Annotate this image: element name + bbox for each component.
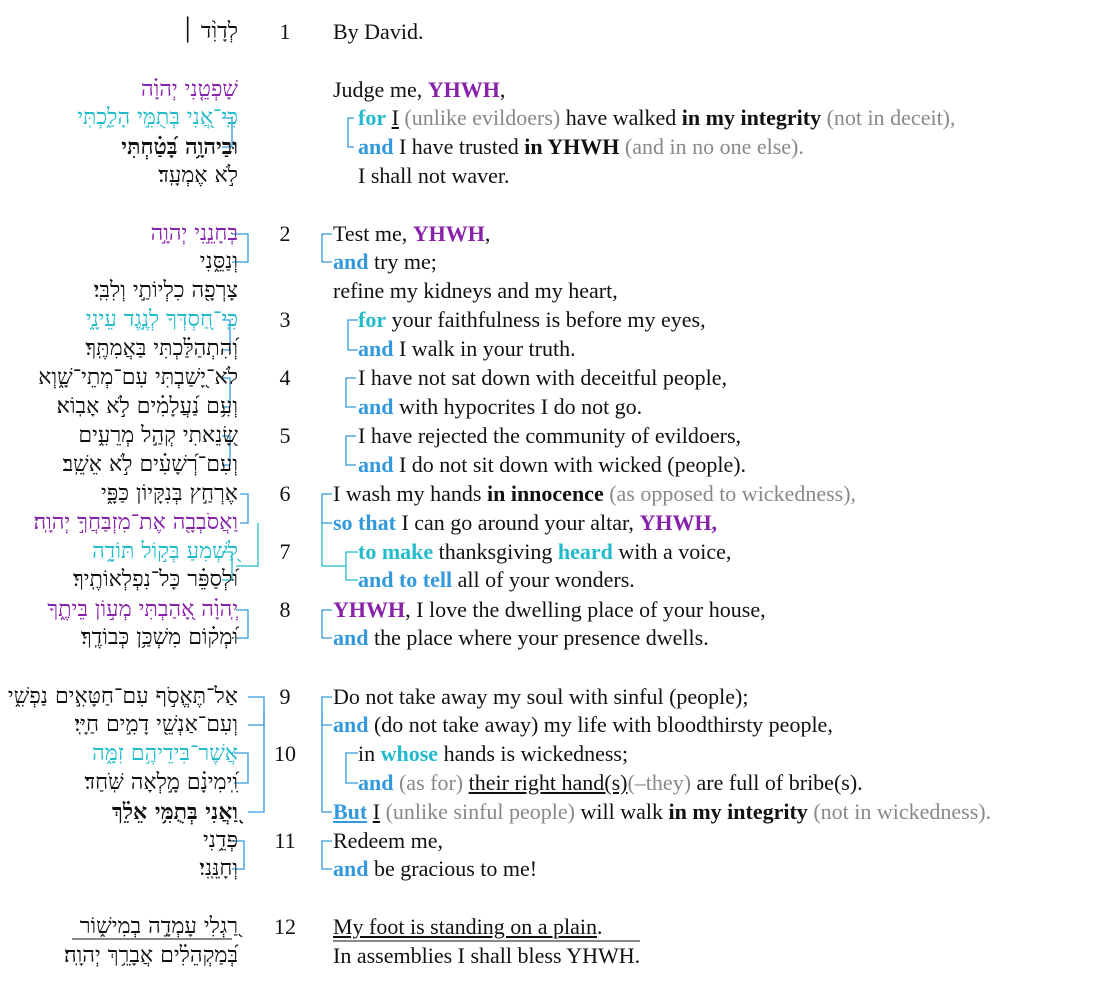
text: be gracious to me! (368, 856, 538, 881)
english-line: In assemblies I shall bless YHWH. (333, 943, 641, 968)
text: , (499, 77, 506, 102)
english-line (358, 335, 576, 363)
english-line (333, 248, 437, 276)
text: will walk (574, 799, 669, 824)
gloss: (not in deceit), (821, 105, 956, 130)
text: I have trusted (393, 134, 525, 159)
hebrew-line: כִּֽי־אֲ֭נִי בְּתֻמִּ֣י הָלַ֑כְתִּי (77, 105, 238, 130)
underlined-text: My foot is standing on a plain (333, 914, 597, 939)
english-line: Do not take away my soul with sinful (people); (333, 684, 749, 709)
text: I wash my hands (333, 481, 487, 506)
keyword: and (333, 712, 369, 737)
bold-text: in my integrity (668, 799, 808, 824)
english-line (358, 566, 635, 594)
text: are full of bribe(s). (691, 770, 863, 795)
hebrew-line: לַ֭שְׁמִעַ בְּק֣וֹל תּוֹדָ֑ה (92, 539, 238, 564)
english-line (358, 393, 642, 421)
keyword: and (333, 856, 369, 881)
english-line: refine my kidneys and my heart, (333, 278, 618, 303)
verse-number: 10 (274, 741, 296, 766)
yhwh: YHWH (427, 77, 500, 102)
english-line (333, 480, 856, 508)
gloss: (as for) (393, 770, 469, 795)
hebrew-line: וְעִ֥ם נַ֝עֲלָמִ֗ים לֹ֣א אָבֽוֹא׃ (56, 394, 238, 419)
text: your faithfulness is before my eyes, (386, 307, 706, 332)
english-line: I have not sat down with deceitful people, (358, 365, 728, 390)
text: , I love the dwelling place of your house, (405, 597, 766, 622)
hebrew-line: פְּדֵ֥נִי (202, 828, 238, 853)
keyword: heard (557, 539, 613, 564)
hebrew-line: וַאֲסֹבְבָ֖ה אֶת־מִזְבַּחֲךָ֣ יְהוָֽה׃ (33, 510, 238, 535)
hebrew-line: וּבַיהוָ֥ה בָּ֝טַ֗חְתִּי (121, 134, 238, 160)
hebrew-line: כִּֽי־חַ֭סְדְּךָ לְנֶ֣גֶד עֵינָ֑י (85, 307, 238, 332)
english-line (333, 596, 766, 624)
keyword: for (358, 307, 387, 332)
text: the place where your presence dwells. (368, 625, 709, 650)
english-line (358, 104, 956, 132)
keyword: and (358, 394, 394, 419)
verse-number: 5 (279, 423, 291, 448)
gloss: (unlike sinful people) (380, 799, 575, 824)
keyword: and to tell (358, 567, 453, 592)
hebrew-line (77, 104, 238, 132)
verse-number: 3 (279, 307, 291, 332)
keyword: so that (333, 510, 396, 535)
hebrew-line: וְעִם־אַנְשֵׁ֖י דָמִ֣ים חַיָּֽי׃ (74, 712, 238, 737)
text: try me; (368, 249, 437, 274)
hebrew-line: וְנַסֵּ֑נִי (199, 249, 238, 274)
keyword: and (358, 770, 394, 795)
english-line (333, 855, 537, 883)
verse-number: 2 (279, 221, 291, 246)
verse-number: 8 (279, 597, 291, 622)
text: I (372, 799, 381, 824)
text: . (596, 914, 603, 939)
english-line (358, 133, 804, 161)
english-line: Redeem me, (333, 828, 443, 853)
hebrew-line: לְדָוִ֨ד ׀ (181, 19, 238, 44)
hebrew-text: בְּחָנֵ֣נִי יְהוָ֣ה (150, 221, 238, 246)
keyword: and (358, 336, 394, 361)
bold-text: in innocence (486, 481, 604, 506)
english-line (333, 711, 833, 739)
verse-number: 1 (279, 19, 291, 44)
english-line (333, 913, 602, 941)
gloss: (as opposed to wickedness), (603, 481, 857, 506)
keyword: and (333, 625, 369, 650)
verse-number: 11 (274, 828, 296, 853)
bold-text: in my integrity (681, 105, 822, 130)
yhwh: YHWH (333, 597, 406, 622)
text: I walk in your truth. (393, 336, 576, 361)
english-line (333, 624, 709, 652)
text: all of your wonders. (452, 567, 635, 592)
english-line (358, 451, 746, 479)
text: with a voice, (612, 539, 732, 564)
english-line (333, 220, 490, 248)
hebrew-line: שָׂ֭נֵאתִי קְהַ֣ל מְרֵעִ֑ים (78, 423, 238, 448)
text: have walked (560, 105, 682, 130)
hebrew-line: צָרְפָ֖ה כִלְיוֹתַ֣י וְלִבִּֽי׃ (93, 278, 238, 303)
yhwh: YHWH, (639, 510, 718, 535)
hebrew-line: וְ֝הִתְהַלַּ֗כְתִּי בַּאֲמִתֶּֽךָ׃ (85, 336, 238, 361)
text: hands is wickedness; (438, 741, 629, 766)
hebrew-line: וְחָנֵּֽנִי׃ (199, 856, 238, 881)
hebrew-line: אֲשֶׁר־בִּידֵיהֶ֥ם זִמָּ֑ה (92, 741, 238, 766)
gloss: (unlike evildoers) (398, 105, 561, 130)
hebrew-line: רַ֭גְלִי עָמְדָ֣ה בְמִישׁ֑וֹר (79, 914, 238, 939)
gloss: (not in wickedness). (807, 799, 992, 824)
hebrew-line: לֹא־יָ֭שַׁבְתִּי עִם־מְתֵי־שָׁ֑וְא (38, 365, 238, 390)
text: in (358, 741, 381, 766)
text: , (484, 221, 491, 246)
hebrew-line: שָׁפְטֵ֤נִי יְהוָ֗ה (140, 77, 238, 102)
text: Judge me, (333, 77, 428, 102)
keyword: and (358, 452, 394, 477)
hebrew-line: וּ֝מְק֗וֹם מִשְׁכַּ֥ן כְּבוֹדֶֽךָ׃ (80, 625, 238, 650)
keyword: whose (380, 741, 439, 766)
hebrew-line (151, 220, 238, 248)
keyword: to make (358, 539, 434, 564)
hebrew-line: וְעִם־רְ֝שָׁעִ֗ים לֹ֣א אֵשֵֽׁב׃ (62, 452, 238, 477)
hebrew-line: אֶרְחַ֣ץ בְּנִקָּיוֹן כַּפָּ֑י (100, 481, 238, 506)
english-line (333, 509, 717, 537)
verse-number: 12 (274, 914, 296, 939)
verse-number: 6 (279, 481, 291, 506)
verse-number: 4 (279, 365, 291, 390)
hebrew-line (121, 133, 238, 162)
verse-number: 7 (279, 539, 291, 564)
english-line (358, 740, 628, 768)
english-line (358, 306, 706, 334)
text: thanksgiving (433, 539, 558, 564)
hebrew-line: וַ֭אֲנִי בְּתֻמִּ֥י אֵלֵ֗ךְ (111, 799, 238, 825)
gloss: (and in no one else). (619, 134, 804, 159)
keyword: for (358, 105, 387, 130)
hebrew-line: אַל־תֶּאֱסֹ֣ף עִם־חַטָּאִ֣ים נַפְשִׁ֑י (7, 684, 238, 709)
english-line: I shall not waver. (358, 163, 510, 188)
text: (do not take away) my life with bloodthirsty people, (368, 712, 833, 737)
hebrew-line: וִֽ֝ימִינָ֗ם מָ֣לְאָה שֹּֽׁחַד׃ (84, 770, 238, 795)
hebrew-line: לֹ֣א אֶמְעָֽד׃ (158, 163, 238, 188)
yhwh: YHWH (412, 221, 485, 246)
english-line (333, 798, 991, 826)
keyword: and (358, 134, 394, 159)
text: I can go around your altar, (395, 510, 640, 535)
hebrew-line: יְֽהוָ֗ה אָ֭הַבְתִּי מְע֣וֹן בֵּיתֶ֑ךָ (47, 597, 238, 622)
text: I (391, 105, 399, 130)
text: I do not sit down with wicked (people). (393, 452, 747, 477)
hebrew-line: בְּ֝מַקְהֵלִ֗ים אֲבָרֵ֥ךְ יְהוָֽה׃ (64, 943, 238, 968)
verse-number: 9 (279, 684, 291, 709)
english-line (333, 76, 505, 104)
text: Test me, (333, 221, 413, 246)
english-line: By David. (333, 19, 424, 44)
bold-text: in YHWH (524, 134, 620, 159)
keyword: But (333, 799, 368, 824)
keyword: and (333, 249, 369, 274)
english-line (358, 769, 863, 797)
hebrew-line: וּ֝לְסַפֵּ֗ר כָּל־נִפְלְאוֹתֶֽיךָ׃ (72, 567, 238, 592)
text: with hypocrites I do not go. (393, 394, 643, 419)
gloss: (–they) (627, 770, 692, 795)
underlined-text: their right hand(s) (468, 770, 628, 795)
english-line (358, 538, 731, 566)
english-line: I have rejected the community of evildoers, (358, 423, 742, 448)
